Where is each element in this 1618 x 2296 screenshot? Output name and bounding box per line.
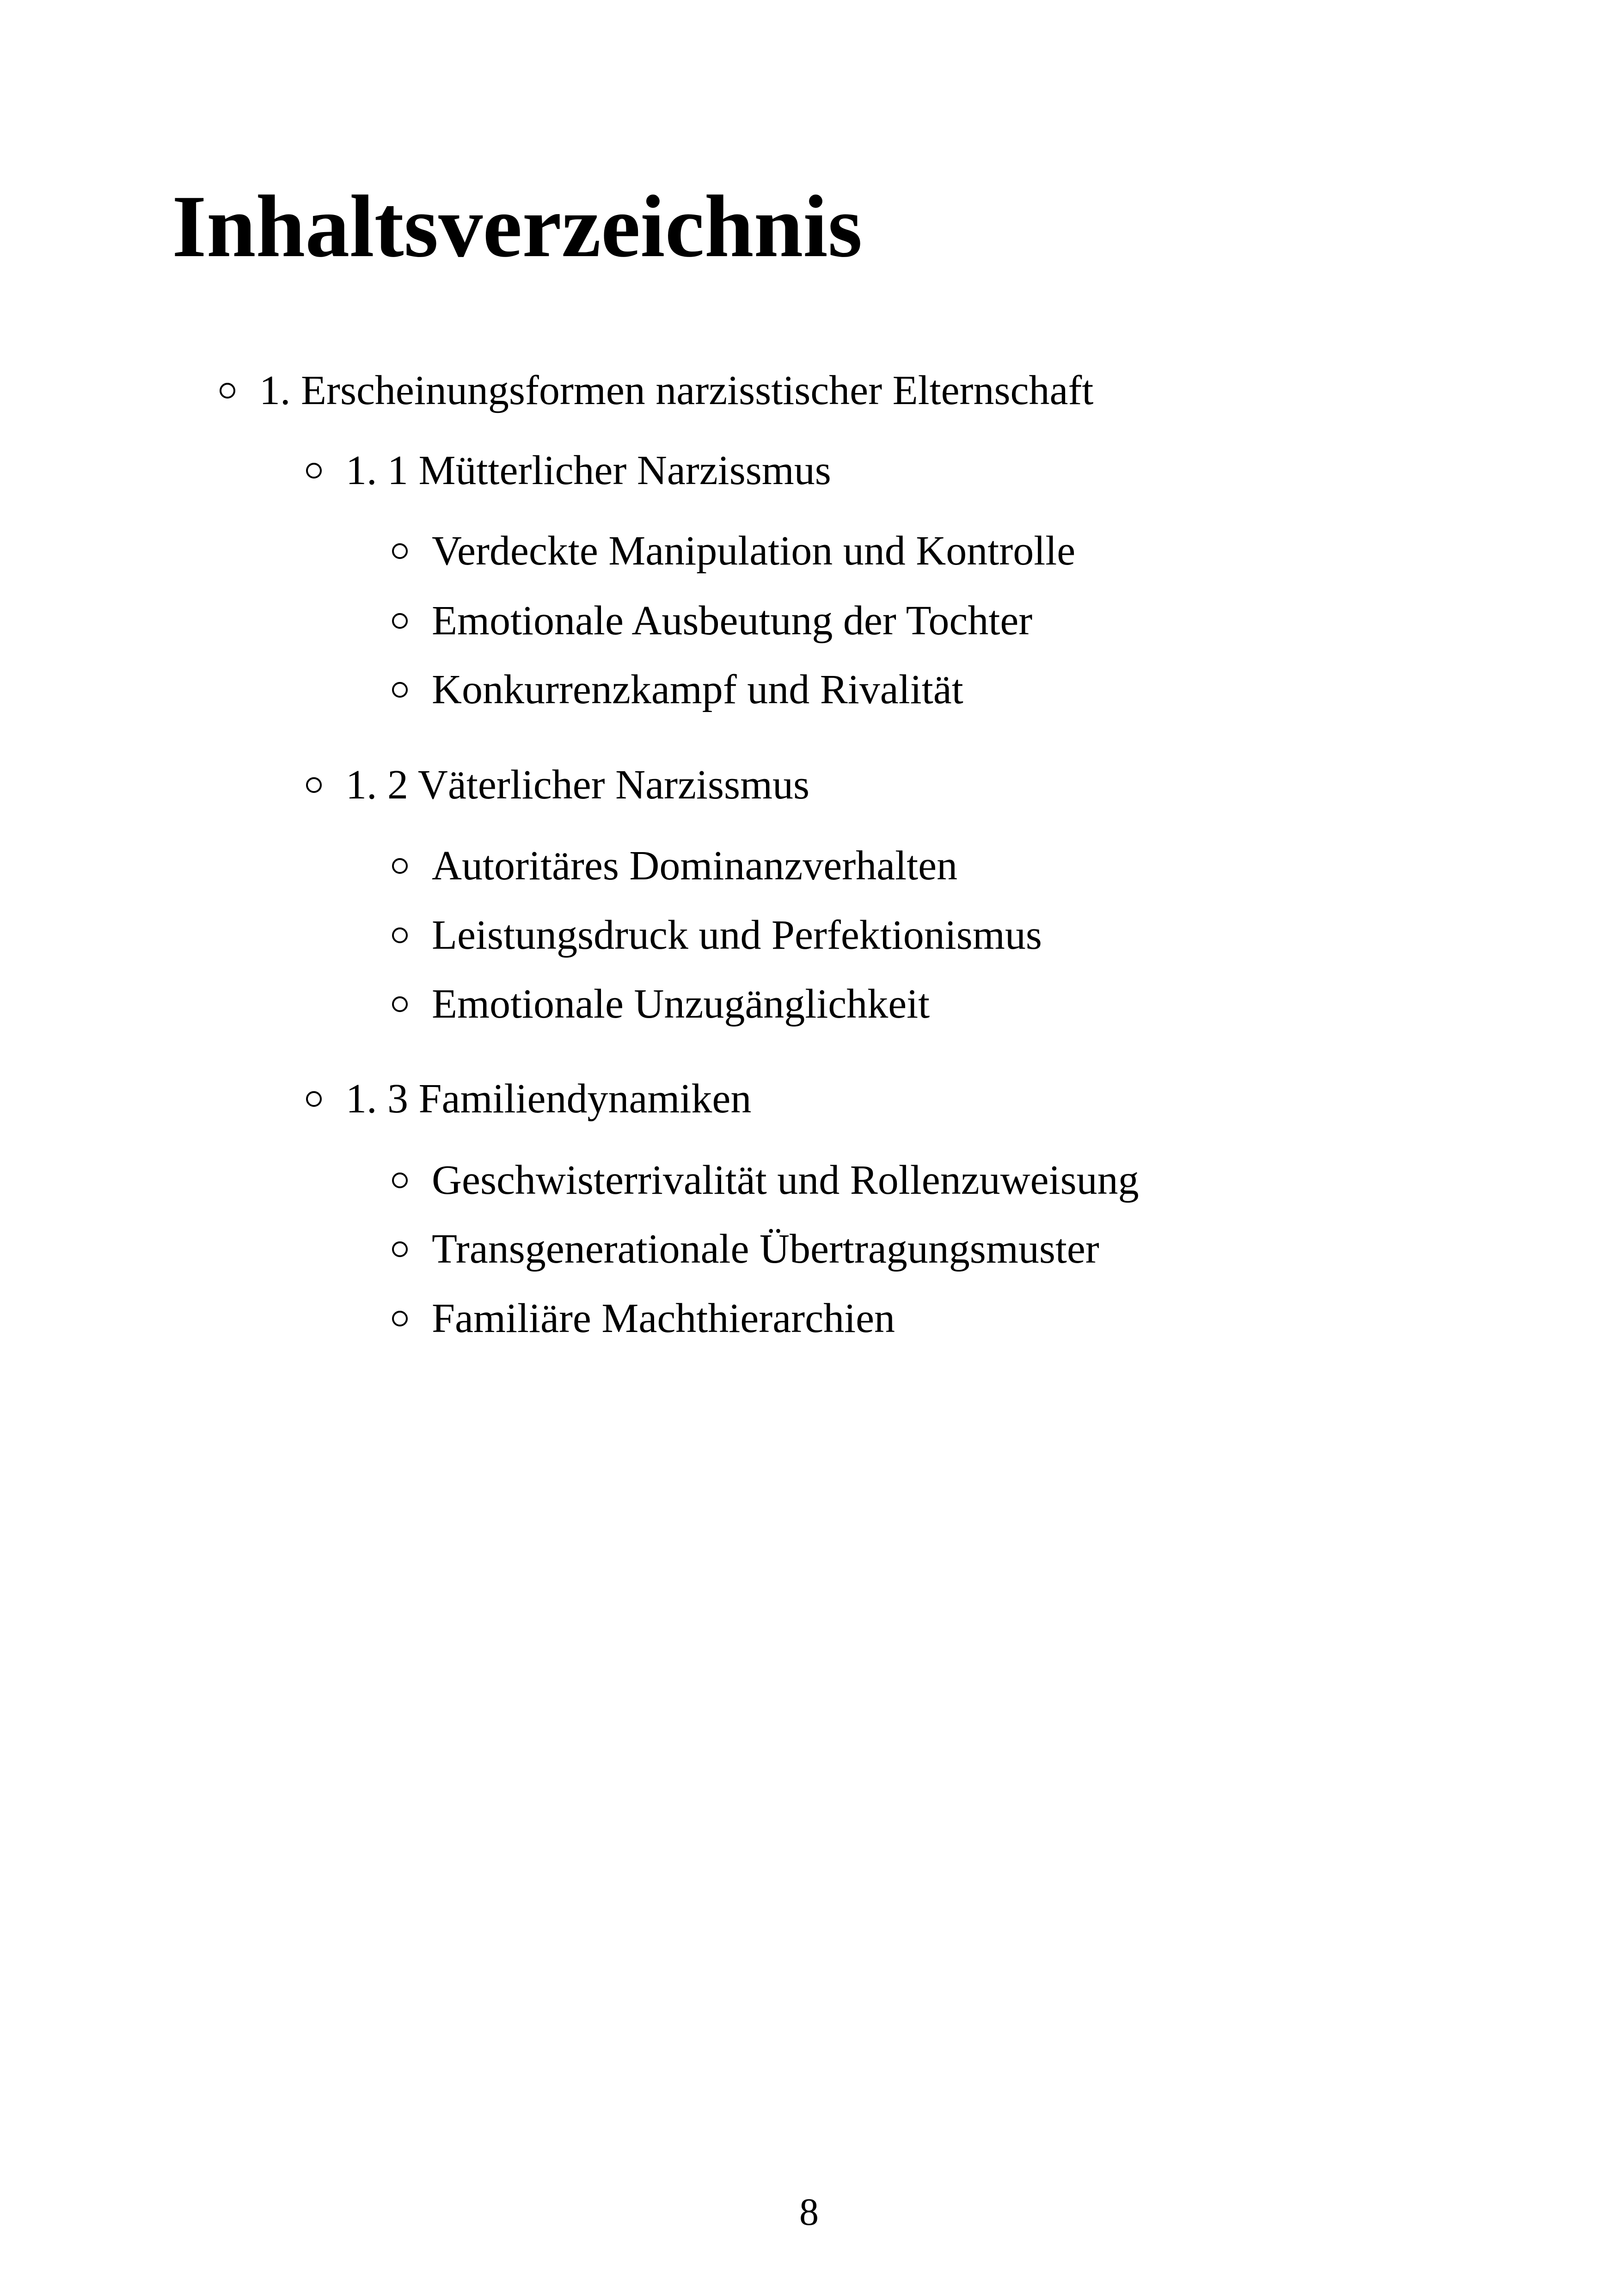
toc-item [392, 1155, 1139, 1206]
toc-item [392, 979, 930, 1030]
toc-chapter-1 [220, 365, 1093, 416]
toc-item-label: Emotionale Ausbeutung der Tochter [432, 598, 1033, 644]
toc-item-label: Geschwisterrivalität und Rollenzuweisung [432, 1157, 1139, 1203]
circle-bullet-icon [392, 858, 408, 874]
toc-section-label: 1. 1 Mütterlicher Narzissmus [346, 448, 831, 493]
toc-item [392, 1224, 1099, 1275]
circle-bullet-icon [306, 463, 322, 479]
circle-bullet-icon [306, 1091, 322, 1107]
toc-section-1-2 [306, 760, 809, 810]
toc-item-label: Leistungsdruck und Perfektionismus [432, 912, 1042, 958]
circle-bullet-icon [306, 777, 322, 793]
circle-bullet-icon [392, 613, 408, 629]
toc-item-label: Familiäre Machthierarchien [432, 1295, 895, 1341]
toc-item-label: Konkurrenzkampf und Rivalität [432, 667, 963, 712]
page-title: Inhaltsverzeichnis [172, 177, 863, 276]
toc-chapter-label: 1. Erscheinungsformen narzisstischer Elternschaft [259, 368, 1094, 413]
toc-section-1-1 [306, 445, 831, 496]
toc-item-label: Verdeckte Manipulation und Kontrolle [432, 528, 1076, 574]
circle-bullet-icon [392, 543, 408, 559]
toc-item [392, 526, 1075, 577]
toc-section-label: 1. 2 Väterlicher Narzissmus [346, 762, 810, 808]
toc-item [392, 664, 963, 715]
toc-section-1-3 [306, 1074, 751, 1124]
toc-item-label: Emotionale Unzugänglichkeit [432, 981, 930, 1027]
circle-bullet-icon [392, 1311, 408, 1326]
circle-bullet-icon [220, 383, 235, 399]
toc-item [392, 910, 1042, 961]
page-number: 8 [799, 2191, 819, 2234]
toc-item [392, 595, 1032, 646]
circle-bullet-icon [392, 1241, 408, 1257]
circle-bullet-icon [392, 1173, 408, 1188]
circle-bullet-icon [392, 682, 408, 698]
toc-item [392, 1293, 895, 1344]
toc-item [392, 841, 957, 891]
toc-section-label: 1. 3 Familiendynamiken [346, 1076, 752, 1122]
toc-item-label: Autoritäres Dominanzverhalten [432, 843, 958, 889]
circle-bullet-icon [392, 927, 408, 943]
circle-bullet-icon [392, 996, 408, 1012]
toc-item-label: Transgenerationale Übertragungsmuster [432, 1226, 1099, 1272]
